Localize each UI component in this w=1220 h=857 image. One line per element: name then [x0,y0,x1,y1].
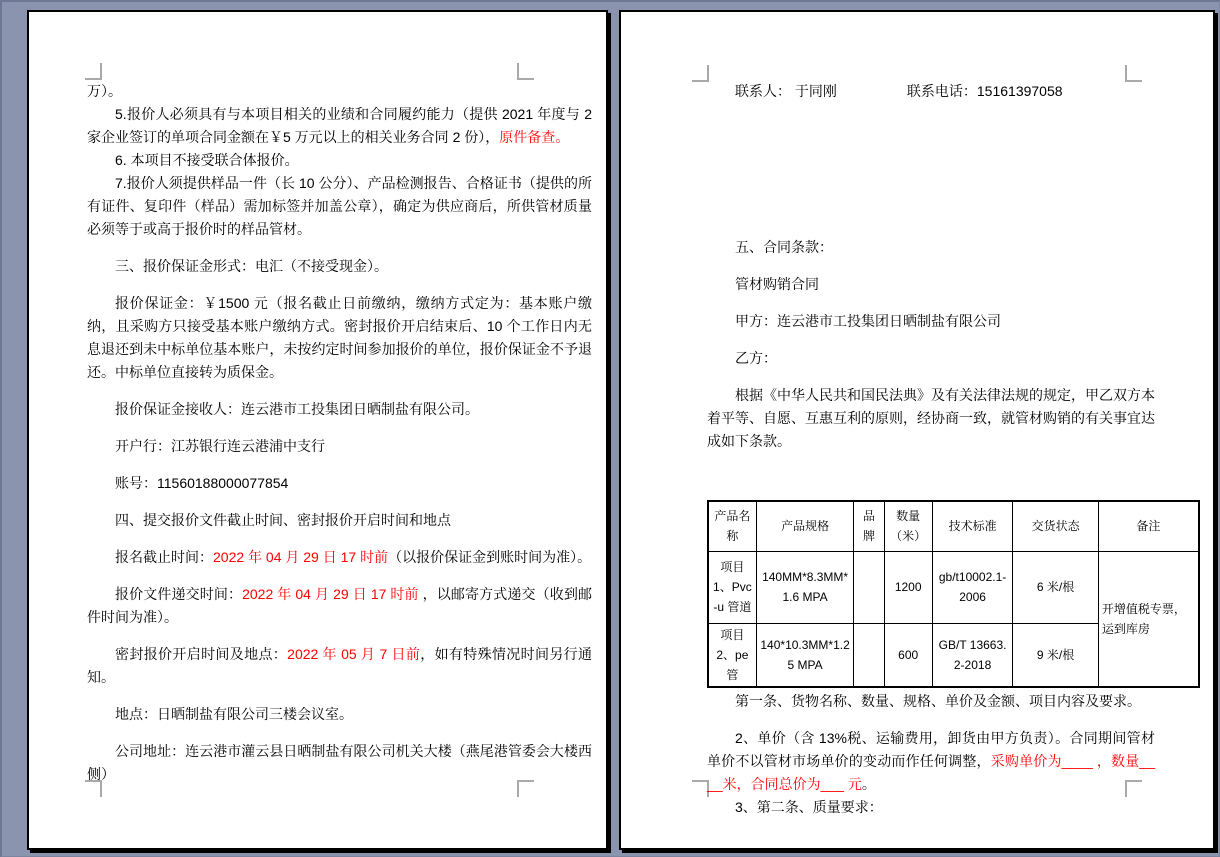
paragraph[interactable] [87,472,592,495]
table-header-cell: 技术标准 [932,501,1012,551]
paragraph[interactable] [87,292,592,384]
text-run: 地点：日晒制盐有限公司三楼会议室。 [115,706,353,722]
table-cell[interactable]: 1200 [884,551,932,623]
paragraph[interactable] [87,509,592,532]
text-run: 报名截止时间： [115,549,213,565]
paragraph[interactable] [707,80,1155,103]
document-page-right[interactable] [619,10,1215,850]
table-cell[interactable]: 600 [884,623,932,687]
margin-crop-mark-icon [85,63,102,80]
contract-products-table[interactable] [707,500,1200,688]
paragraph[interactable] [707,347,1155,370]
paragraph[interactable] [87,740,592,786]
text-run: 乙方： [735,350,777,366]
paragraph[interactable] [707,310,1155,333]
paragraph[interactable] [707,384,1155,453]
paragraph[interactable] [87,546,592,569]
text-run: 5.报价人必须具有与本项目相关的业绩和合同履约能力（提供 2021 年度与 2 家企业签订的单项合同金额在￥5 万元以上的相关业务合同 2 份）， [87,106,592,145]
text-run: 报价保证金：￥1500 元（报名截止日前缴纳，缴纳方式定为：基本账户缴纳，且采购方只接受基本账户缴纳方式。密封报价开启结束后、10 个工作日内无息退还到未中标单位基本账户，未按约定时间参加报价的单位，报价保证金不予退还。中标单位直接转为质保金。 [87,295,592,380]
text-run: 2、单价（含 13%税、运输费用，卸货由甲方负责）。合同期间管材单价不以管材市场单价的变动而作任何调整， [707,729,1155,769]
paragraph[interactable] [87,172,592,241]
text-run: 3、第二条、质量要求： [735,798,883,815]
text-run: 开户行：江苏银行连云港浦中支行 [115,438,325,454]
text-run: ，以邮寄方式递交（收到邮件时间为准）。 [87,586,593,625]
table-cell[interactable] [854,551,884,623]
text-run: 6. 本项目不接受联合体报价。 [115,152,299,168]
text-run: 报价保证金接收人：连云港市工投集团日晒制盐有限公司。 [115,401,479,417]
table-cell[interactable]: 140MM*8.3MM*1.6 MPA [756,551,854,623]
paragraph[interactable] [707,796,1155,819]
paragraph[interactable] [87,703,592,726]
red-text-run: 2022 年 04 月 29 日 17 时前 [242,586,419,602]
table-header-cell: 数量（米） [884,501,932,551]
text-run: 五、合同条款： [735,239,833,255]
text-run: 报价文件递交时间： [115,586,243,602]
text-run: 万）。 [87,83,122,99]
red-text-run: 2022 年 04 月 29 日 17 时前 [213,549,389,565]
table-cell[interactable]: 6 米/根 [1013,551,1099,623]
table-cell[interactable]: 9 米/根 [1013,623,1099,687]
paragraph[interactable] [87,583,592,629]
text-run: 。 [861,775,876,792]
document-page-left[interactable] [27,10,608,850]
paragraph[interactable] [87,80,592,103]
paragraph[interactable] [87,398,592,421]
paragraph[interactable] [87,149,592,172]
red-text-run: 采购单价为____ ，数量____米，合同总价为___ 元 [707,752,1155,792]
text-run: ，如有特殊情况时间另行通知。 [87,646,593,685]
table-header-cell: 品牌 [854,501,884,551]
table-cell[interactable]: 项目 2、pe 管 [708,623,756,687]
text-run: 密封报价开启时间及地点： [115,646,288,662]
text-run: 三、报价保证金形式：电汇（不接受现金）。 [115,258,388,274]
text-run: 7.报价人须提供样品一件（长 10 公分）、产品检测报告、合格证书（提供的所有证件、复印件（样品）需加标签并加盖公章），确定为供应商后，所供管材质量必须等于或高于报价时的样品管材。 [87,175,592,237]
table-header-cell: 备注 [1098,501,1199,551]
paragraph[interactable] [87,643,592,689]
table-cell[interactable]: gb/t10002.1-2006 [932,551,1012,623]
red-text-run: 原件备查。 [499,129,570,145]
red-text-run: 2022 年 05 月 7 日前 [287,646,421,662]
table-cell-note[interactable]: 开增值税专票，运到库房 [1098,551,1199,687]
text-run: 第一条、货物名称、数量、规格、单价及金额、项目内容及要求。 [735,692,1141,709]
text-run: 账号：11560188000077854 [115,475,289,491]
table-row [708,551,1199,623]
text-run: 联系人： 于同刚 联系电话：15161397058 [735,83,1063,99]
table-cell[interactable]: GB/T 13663.2-2018 [932,623,1012,687]
paragraph[interactable] [87,435,592,458]
text-run: 甲方：连云港市工投集团日晒制盐有限公司 [735,313,1001,329]
text-run: （以报价保证金到账时间为准）。 [388,549,592,565]
table-header-cell: 产品名称 [708,501,756,551]
text-run: 管材购销合同 [735,276,819,292]
table-cell[interactable]: 140*10.3MM*1.25 MPA [756,623,854,687]
paragraph[interactable] [87,103,592,149]
paragraph[interactable] [707,690,1155,713]
text-run: 根据《中华人民共和国民法典》及有关法律法规的规定，甲乙双方本着平等、自愿、互惠互利的原则，经协商一致，就管材购销的有关事宜达成如下条款。 [707,387,1155,449]
table-header-cell: 产品规格 [756,501,854,551]
page-right-text-area[interactable] [707,80,1186,819]
table-header-cell: 交货状态 [1013,501,1099,551]
margin-crop-mark-icon [517,63,534,80]
paragraph[interactable] [707,236,1155,259]
text-run: 公司地址：连云港市灌云县日晒制盐有限公司机关大楼（燕尾港管委会大楼西侧） [87,743,592,782]
text-run: 四、提交报价文件截止时间、密封报价开启时间和地点 [115,512,451,528]
paragraph[interactable] [707,727,1155,796]
table-cell[interactable]: 项目 1、Pvc-u 管道 [708,551,756,623]
paragraph[interactable] [707,273,1155,296]
paragraph[interactable] [87,255,592,278]
table-cell[interactable] [854,623,884,687]
page-left-text-area[interactable] [87,80,592,786]
